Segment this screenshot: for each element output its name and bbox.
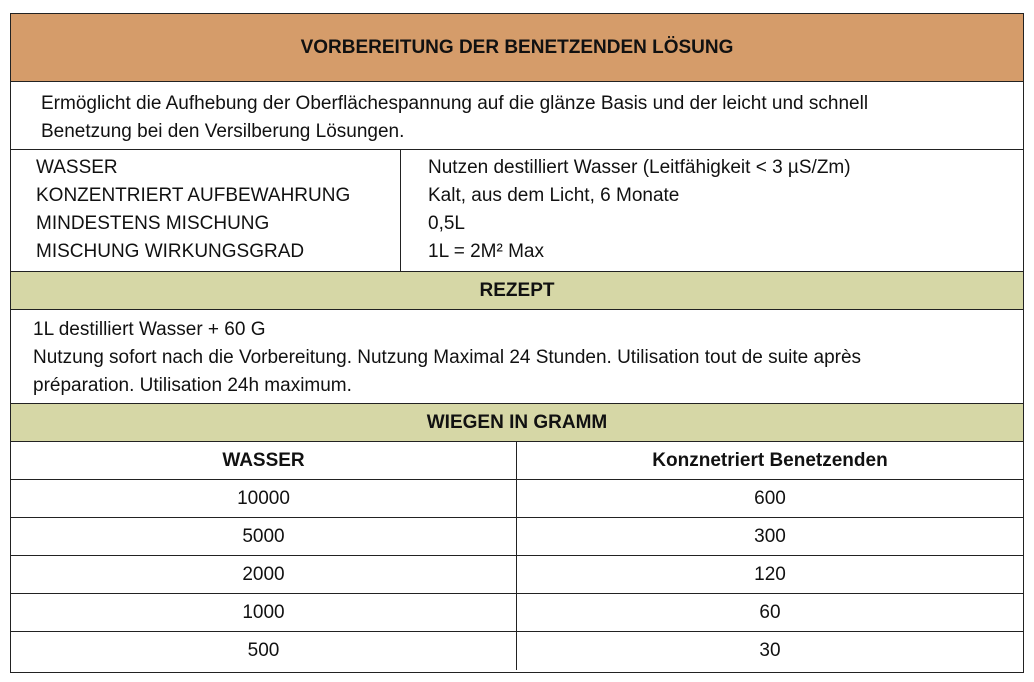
properties-values <box>401 150 1023 271</box>
table-row <box>11 556 1023 594</box>
column-header-concentrate: Konznetriert Benetzenden <box>652 449 888 471</box>
document-table <box>10 13 1024 673</box>
document-title <box>11 14 1023 82</box>
property-label: MISCHUNG WIRKUNGSGRAD <box>36 241 305 262</box>
weights-header-row <box>11 442 1023 480</box>
water-cell: 1000 <box>11 594 517 631</box>
recipe-header-text: REZEPT <box>479 279 555 301</box>
property-label: KONZENTRIERT AUFBEWAHRUNG <box>36 185 351 206</box>
title-text: VORBEREITUNG DER BENETZENDEN LÖSUNG <box>300 36 734 58</box>
concentrate-cell: 60 <box>759 601 781 623</box>
description-block <box>11 82 1023 150</box>
table-row <box>11 594 1023 632</box>
property-value: 1L = 2M² Max <box>428 241 544 262</box>
recipe-line: Nutzung sofort nach die Vorbereitung. Nutzung Maximal 24 Stunden. Utilisation tout de suite après <box>33 347 862 368</box>
table-row <box>11 632 1023 670</box>
property-value: 0,5L <box>428 213 465 234</box>
concentrate-cell: 120 <box>754 563 786 585</box>
property-value: Nutzen destilliert Wasser (Leitfähigkeit < 3 µS/Zm) <box>428 157 851 178</box>
recipe-block <box>11 310 1023 404</box>
column-header-wasser: WASSER <box>11 442 517 479</box>
water-cell: 10000 <box>11 480 517 517</box>
property-label: WASSER <box>36 157 118 178</box>
weights-header <box>11 404 1023 442</box>
recipe-line: préparation. Utilisation 24h maximum. <box>33 375 352 396</box>
recipe-header <box>11 272 1023 310</box>
description-line: Benetzung bei den Versilberung Lösungen. <box>41 121 405 142</box>
property-value: Kalt, aus dem Licht, 6 Monate <box>428 185 680 206</box>
concentrate-cell: 300 <box>754 525 786 547</box>
water-cell: 2000 <box>11 556 517 593</box>
concentrate-cell: 600 <box>754 487 786 509</box>
properties-table <box>11 150 1023 272</box>
weights-table <box>11 442 1023 670</box>
property-label: MINDESTENS MISCHUNG <box>36 213 270 234</box>
recipe-line: 1L destilliert Wasser + 60 G <box>33 319 266 340</box>
water-cell: 500 <box>11 632 517 670</box>
description-line: Ermöglicht die Aufhebung der Oberflächespannung auf die glänze Basis und der leicht und schnell <box>41 93 869 114</box>
water-cell: 5000 <box>11 518 517 555</box>
weights-header-text: WIEGEN IN GRAMM <box>426 411 608 433</box>
concentrate-cell: 30 <box>759 640 781 661</box>
properties-labels <box>11 150 401 271</box>
table-row <box>11 480 1023 518</box>
table-row <box>11 518 1023 556</box>
